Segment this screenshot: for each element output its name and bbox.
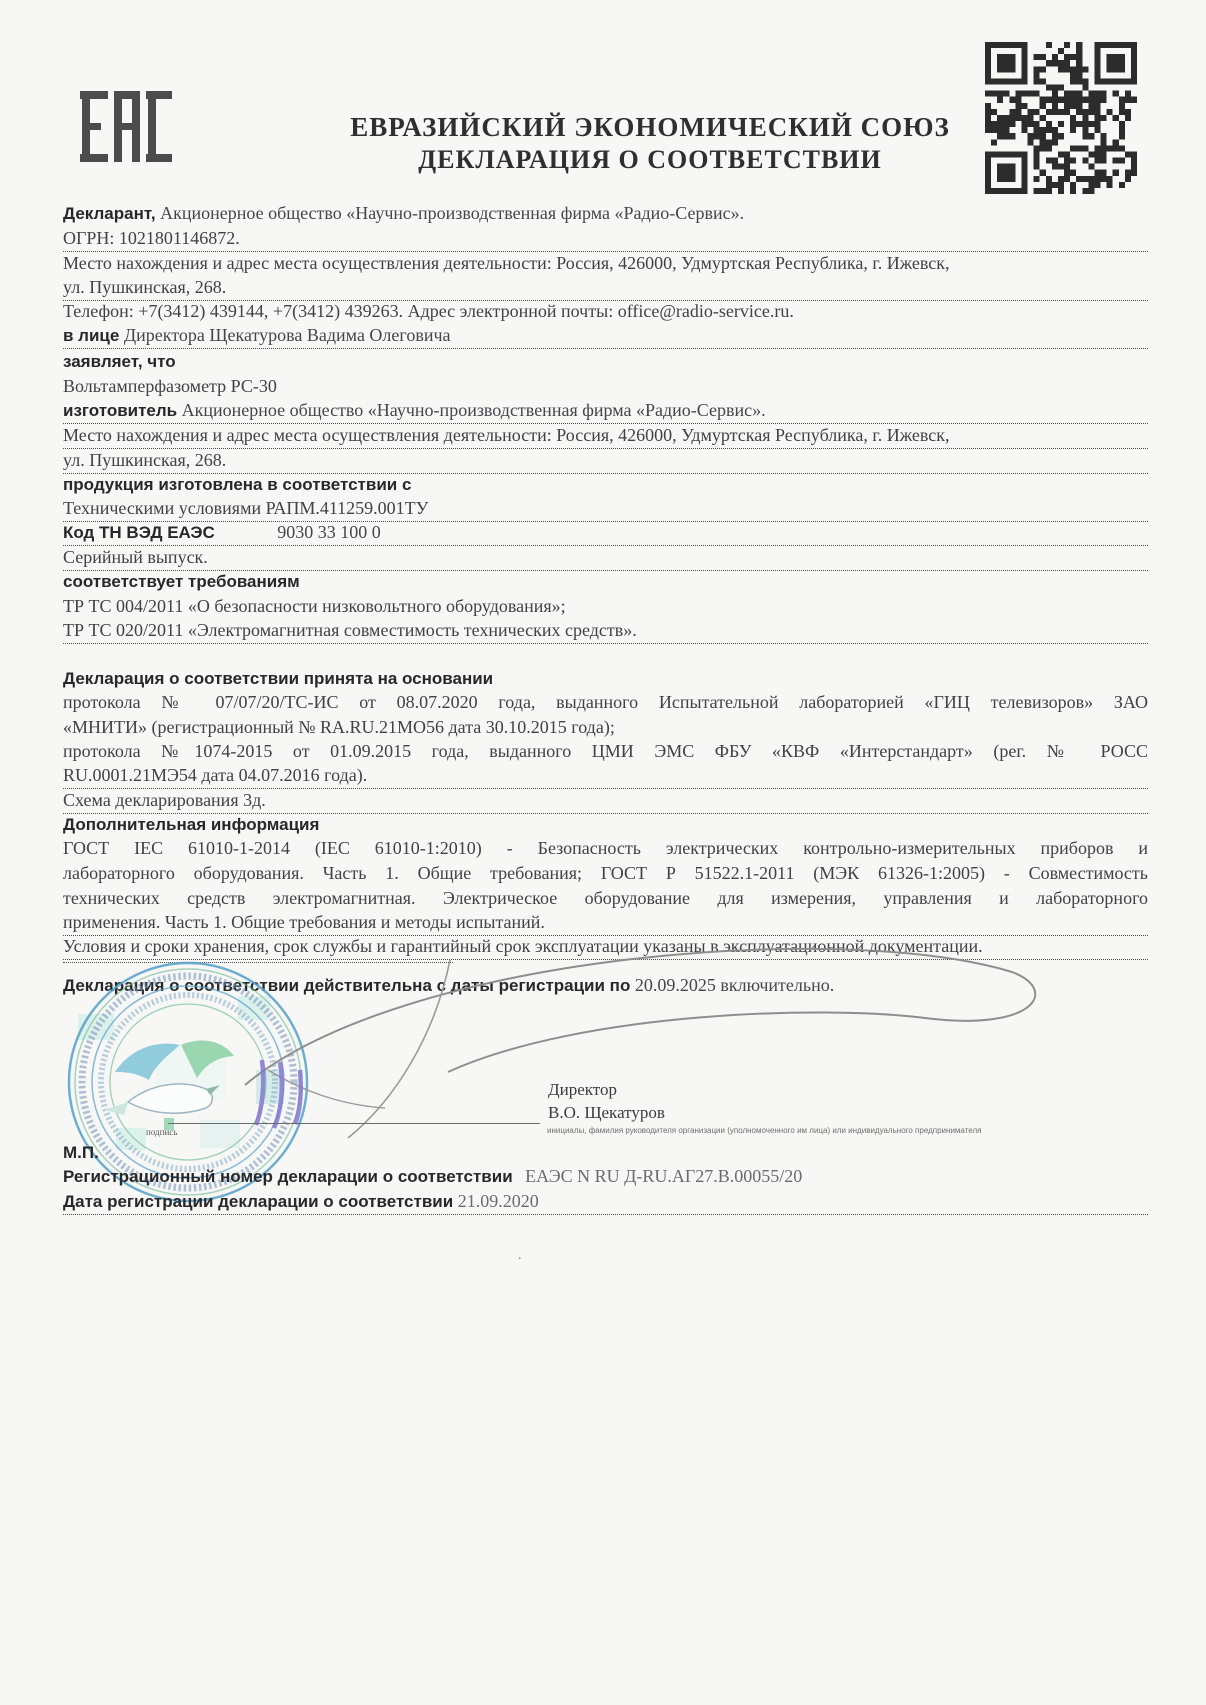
made-according-label: продукция изготовлена в соответствии с (63, 475, 412, 494)
compliance-label: соответствует требованиям (63, 572, 300, 591)
declarant-label: Декларант, (63, 204, 156, 223)
tnved-code: 9030 33 100 0 (277, 522, 381, 542)
registration-number: ЕАЭС N RU Д-RU.АГ27.В.00055/20 (525, 1166, 803, 1186)
additional-line-3: технических средств электромагнитная. Электрическое оборудование для измерения, управления и лабораторного (63, 888, 1148, 908)
product-name: Вольтамперфазометр РС-30 (63, 376, 277, 396)
declarant-address2: ул. Пушкинская, 268. (63, 277, 1148, 301)
regulation-2: ТР ТС 020/2011 «Электромагнитная совместимость технических средств». (63, 620, 1148, 644)
declarant-phone: Телефон: +7(3412) 439144, +7(3412) 439263. Адрес электронной почты: office@radio-service.ru. (63, 301, 794, 321)
registration-date-line (63, 1191, 1148, 1215)
additional-label: Дополнительная информация (63, 815, 320, 834)
declarant-name: Акционерное общество «Научно-производственная фирма «Радио-Сервис». (160, 203, 745, 223)
signer-position: Директор (548, 1080, 617, 1099)
manufacturer-address2: ул. Пушкинская, 268. (63, 450, 1148, 474)
scheme-line: Схема декларирования 3д. (63, 790, 1148, 814)
registration-number-label: Регистрационный номер декларации о соответствии (63, 1167, 513, 1186)
validity-label: Декларация о соответствии действительна с даты регистрации по (63, 976, 631, 995)
additional-line-1: ГОСТ IEC 61010-1-2014 (IEC 61010-1:2010) - Безопасность электрических контрольно-измерительных приборов и (63, 838, 1148, 858)
ogrn-line: ОГРН: 1021801146872. (63, 228, 1148, 252)
signature-line (168, 1123, 540, 1124)
manufacturer-line (63, 400, 1148, 424)
signature-icon (150, 920, 1070, 1160)
tnved-line (63, 522, 1148, 546)
basis-line-1: протокола № 07/07/20/ТС-ИС от 08.07.2020 года, выданного Испытательной лабораторией «ГИЦ телевизоров» ЗАО (63, 692, 1148, 712)
signer-name: В.О. Щекатуров (548, 1103, 665, 1122)
declarant-line (63, 203, 1148, 224)
in-person-label: в лице (63, 326, 120, 345)
stamp-place-label: М.П. (63, 1143, 99, 1162)
title-union: ЕВРАЗИЙСКИЙ ЭКОНОМИЧЕСКИЙ СОЮЗ (350, 112, 950, 142)
signature-caption: подпись (146, 1127, 178, 1137)
in-person-name: Директора Щекатурова Вадима Олеговича (123, 325, 451, 345)
signer-note: инициалы, фамилия руководителя организации (уполномоченного им лица) или индивидуального предпринимателя (547, 1126, 982, 1135)
title-declaration: ДЕКЛАРАЦИЯ О СООТВЕТСТВИИ (418, 145, 882, 174)
manufacturer-name: Акционерное общество «Научно-производственная фирма «Радио-Сервис». (181, 400, 766, 420)
tnved-label: Код ТН ВЭД ЕАЭС (63, 523, 215, 542)
eac-logo-icon (74, 84, 174, 174)
manufacturer-address1: Место нахождения и адрес места осуществления деятельности: Россия, 426000, Удмуртская Республика, г. Ижевск, (63, 425, 1148, 449)
declares-label: заявляет, что (63, 352, 176, 371)
specs-line: Техническими условиями РАПМ.411259.001ТУ (63, 498, 1148, 522)
basis-line-4: RU.0001.21МЭ54 дата 04.07.2016 года). (63, 765, 1148, 789)
manufacturer-label: изготовитель (63, 401, 178, 420)
in-person-line (63, 325, 1148, 349)
additional-line-2: лабораторного оборудования. Часть 1. Общие требования; ГОСТ Р 51522.1-2011 (МЭК 61326-1:2005) - Совместимость (63, 863, 1148, 883)
storage-line: Условия и сроки хранения, срок службы и гарантийный срок эксплуатации указаны в эксплуатационной документации. (63, 936, 1148, 960)
regulation-1: ТР ТС 004/2011 «О безопасности низковольтного оборудования»; (63, 596, 566, 616)
declarant-address1: Место нахождения и адрес места осуществления деятельности: Россия, 426000, Удмуртская Республика, г. Ижевск, (63, 253, 950, 273)
registration-number-line (63, 1166, 1148, 1187)
signer-block (548, 1078, 665, 1124)
basis-label: Декларация о соответствии принята на основании (63, 669, 494, 688)
stray-mark: . (518, 1248, 522, 1263)
serial-line: Серийный выпуск. (63, 547, 1148, 571)
basis-line-2: «МНИТИ» (регистрационный № RA.RU.21МО56 дата 30.10.2015 года); (63, 717, 615, 737)
additional-line-4: применения. Часть 1. Общие требования и методы испытаний. (63, 912, 1148, 936)
basis-line-3: протокола №1074-2015 от 01.09.2015 года, выданного ЦМИ ЭМС ФБУ «КВФ «Интерстандарт» (рег. № РОСС (63, 741, 1148, 761)
registration-date: 21.09.2020 (457, 1191, 539, 1211)
validity-date: 20.09.2025 включительно. (634, 975, 835, 995)
registration-date-label: Дата регистрации декларации о соответствии (63, 1192, 454, 1211)
